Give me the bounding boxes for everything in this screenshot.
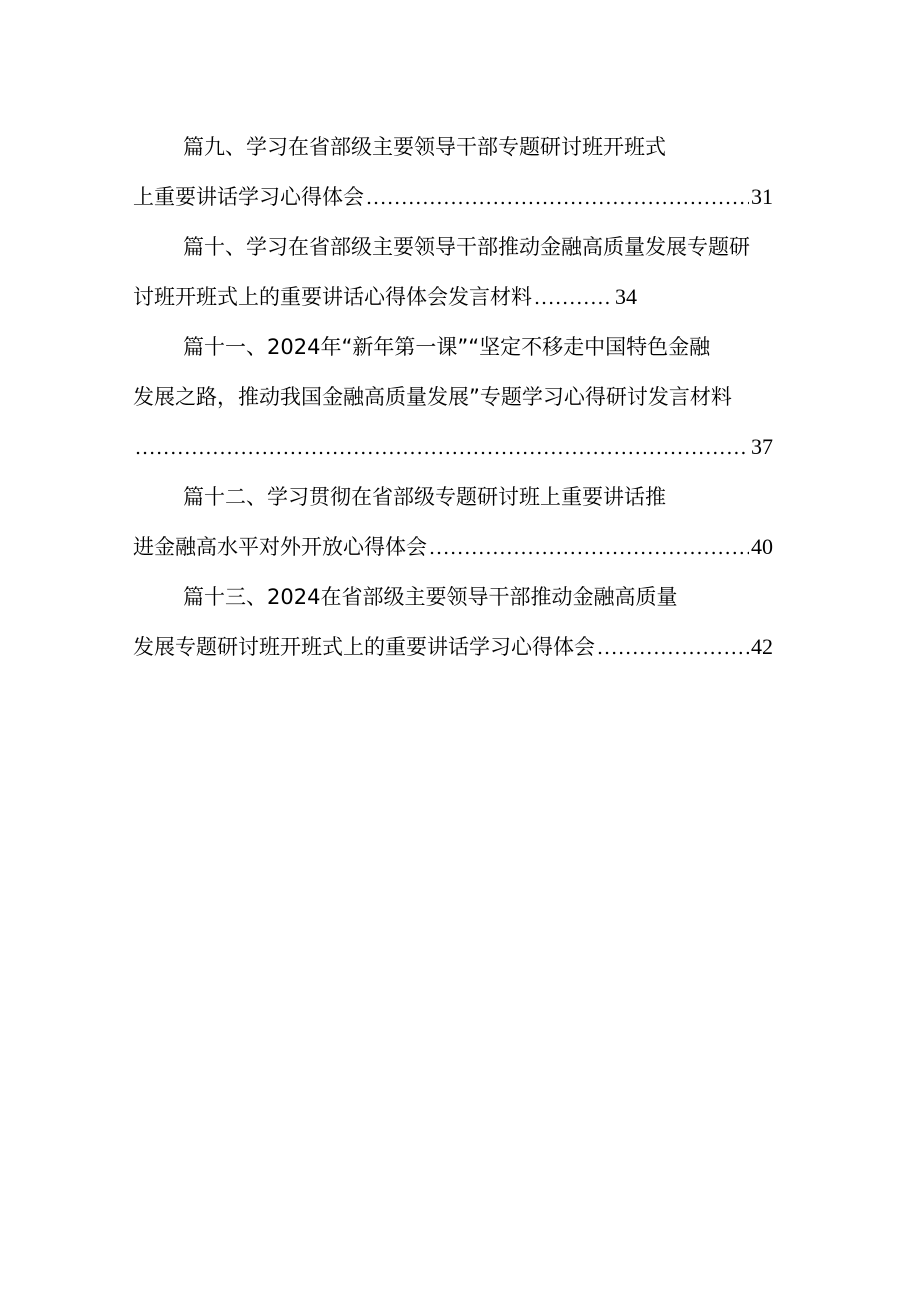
table-of-contents [133, 122, 799, 672]
toc-entry-title-line: 篇九、学习在省部级主要领导干部专题研讨班开班式 [183, 135, 666, 159]
toc-entry-title-continuation: 发展之路，推动我国金融高质量发展”专题学习心得研讨发言材料 [133, 385, 732, 409]
toc-entry-title-line: 篇十、学习在省部级主要领导干部推动金融高质量发展专题研 [183, 235, 750, 259]
toc-entry-title-continuation: 讨班开班式上的重要讲话心得体会发言材料 [133, 285, 532, 309]
toc-page-number: 37 [751, 434, 773, 459]
toc-entry-title-line: 篇十三、2024在省部级主要领导干部推动金融高质量 [183, 585, 678, 609]
toc-entry-leader-line [133, 422, 773, 472]
toc-entry[interactable] [133, 222, 799, 322]
dot-leader [135, 423, 749, 473]
toc-page-number: 31 [751, 184, 773, 209]
toc-entry[interactable] [133, 572, 799, 672]
dot-leader [597, 623, 749, 673]
dot-leader [366, 173, 749, 223]
toc-page-number: 34 [615, 284, 637, 309]
toc-entry-title-continuation: 进金融高水平对外开放心得体会 [133, 535, 427, 559]
toc-entry[interactable] [133, 322, 799, 472]
toc-page-number: 42 [751, 634, 773, 659]
toc-page-number: 40 [751, 534, 773, 559]
toc-entry-leader-line [133, 172, 773, 222]
toc-entry[interactable] [133, 122, 799, 222]
toc-entry-leader-line [133, 272, 637, 322]
toc-entry-title-continuation: 上重要讲话学习心得体会 [133, 185, 364, 209]
dot-leader [534, 273, 613, 323]
toc-entry[interactable] [133, 472, 799, 572]
toc-entry-title-line: 篇十一、2024年“新年第一课”“坚定不移走中国特色金融 [183, 335, 711, 359]
toc-entry-title-line: 篇十二、学习贯彻在省部级专题研讨班上重要讲话推 [183, 485, 666, 509]
dot-leader [429, 523, 749, 573]
toc-entry-leader-line [133, 522, 773, 572]
toc-entry-leader-line [133, 622, 773, 672]
toc-entry-title-continuation: 发展专题研讨班开班式上的重要讲话学习心得体会 [133, 635, 595, 659]
